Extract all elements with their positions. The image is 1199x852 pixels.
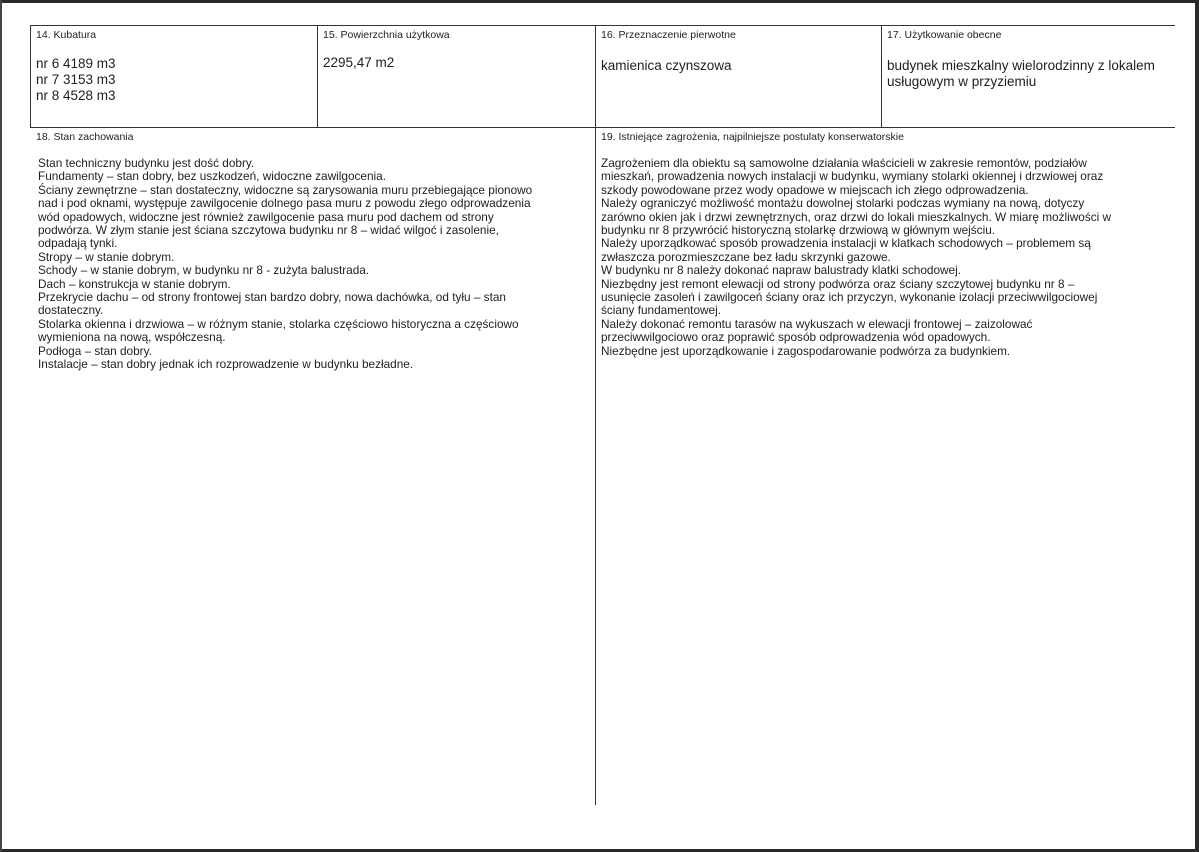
zagrozenia-line: przeciwwilgociowo oraz poprawić sposób odprowadzenia wód opadowych. [601,330,991,345]
zagrozenia-line: Należy dokonać remontu tarasów na wykuszach w elewacji frontowej – zaizolować [601,316,1033,331]
stan-line: Podłoga – stan dobry. [38,343,152,358]
kubatura-line-nr6: nr 6 4189 m3 [36,56,116,71]
stan-line: wymieniona na nową, współczesną. [38,330,226,345]
stan-line: Schody – w stanie dobrym, w budynku nr 8 - zużyta balustrada. [38,263,370,278]
form-middle-rule [30,127,1175,128]
zagrozenia-line: Zagrożeniem dla obiektu są samowolne działania właścicieli w zakresie remontów, podziałów [601,156,1087,170]
stan-line: podwórza. W złym stanie jest ściana szczytowa budynku nr 8 – widać wilgoć i zasolenie, [38,223,499,238]
stan-line: Przekrycie dachu – od strony frontowej stan bardzo dobry, nowa dachówka, od tyłu – stan [38,290,506,305]
scan-border-right [1195,0,1199,852]
uzytkowanie-line-2: usługowym w przyziemiu [887,74,1037,89]
stan-line: Instalacje – stan dobry jednak ich rozprowadzenie w budynku bezładne. [38,357,414,372]
kubatura-line-nr8: nr 8 4528 m3 [36,88,116,103]
zagrozenia-line: W budynku nr 8 należy dokonać napraw balustrady klatki schodowej. [601,263,962,278]
field-label-powierzchnia: 15. Powierzchnia użytkowa [323,29,450,41]
zagrozenia-line: Należy uporządkować sposób prowadzenia instalacji w klatkach schodowych – problemem są [601,236,1091,251]
uzytkowanie-line-1: budynek mieszkalny wielorodzinny z lokalem [887,58,1155,73]
field-label-uzytkowanie: 17. Użytkowanie obecne [887,29,1002,41]
stan-line: Ściany zewnętrzne – stan dostateczny, widoczne są zarysowania muru przebiegające pionowo [38,182,533,197]
scan-border-left [0,0,2,852]
cell-divider-16-17 [881,25,882,128]
column-divider-center [595,25,596,805]
field-label-stan: 18. Stan zachowania [36,131,134,143]
cell-divider-14-15 [317,25,318,128]
kubatura-line-nr7: nr 7 3153 m3 [36,72,116,87]
zagrozenia-line: budynku nr 8 przywrócić historyczną stolarkę drzwiową w głównym wejściu. [601,223,996,238]
stan-line: Stolarka okienna i drzwiowa – w różnym stanie, stolarka częściowo historyczna a częściowo [38,316,519,331]
przeznaczenie-value: kamienica czynszowa [601,58,732,73]
stan-line: odpadają tynki. [38,236,118,251]
stan-text-block [38,157,532,372]
zagrozenia-line: szkody powodowane przez wody opadowe w miejscach ich złego odprowadzenia. [601,182,1029,197]
zagrozenia-line: zwłaszcza porozmieszczane bez ładu skrzynki gazowe. [601,249,891,264]
zagrozenia-line: ściany fundamentowej. [601,303,722,318]
stan-line: Fundamenty – stan dobry, bez uszkodzeń, widoczne zawilgocenia. [38,169,386,184]
field-label-przeznaczenie: 16. Przeznaczenie pierwotne [601,29,736,41]
stan-line: Dach – konstrukcja w stanie dobrym. [38,276,231,291]
powierzchnia-value: 2295,47 m2 [323,55,395,70]
stan-line: Stropy – w stanie dobrym. [38,249,175,264]
stan-line: Stan techniczny budynku jest dość dobry. [38,156,255,170]
zagrozenia-line: mieszkań, prowadzenia nowych instalacji w budynku, wymiany stolarki okiennej i drzwiowej oraz [601,169,1104,184]
zagrozenia-line: Niezbędny jest remont elewacji od strony podwórza oraz ściany szczytowej budynku nr 8 – [601,276,1075,291]
zagrozenia-text-block [601,157,1111,358]
zagrozenia-line: Należy ograniczyć możliwość montażu dowolnej stolarki podczas wymiany na nową, dotyczy [601,196,1085,211]
form-top-rule [30,25,1175,26]
field-label-zagrozenia: 19. Istniejące zagrożenia, najpilniejsze postulaty konserwatorskie [601,131,904,143]
zagrozenia-line: Niezbędne jest uporządkowanie i zagospodarowanie podwórza za budynkiem. [601,343,1011,358]
form-left-rule [30,25,31,128]
stan-line: nad i pod oknami, występuje zawilgocenie dolnego pasa muru z powodu złego odprowadzenia [38,196,531,211]
scan-border-top [0,0,1199,3]
zagrozenia-line: usunięcie zasoleń i zawilgoceń ściany oraz ich przyczyn, wykonanie izolacji przeciwwilgociowej [601,290,1098,305]
stan-line: dostateczny. [38,303,104,318]
stan-line: wód opadowych, widoczne jest również zawilgocenie pasa muru pod dachem od strony [38,209,494,224]
field-label-kubatura: 14. Kubatura [36,29,97,41]
zagrozenia-line: zarówno okien jak i drzwi zewnętrznych, oraz drzwi do lokali mieszkalnych. W miarę możliwości w [601,209,1112,224]
